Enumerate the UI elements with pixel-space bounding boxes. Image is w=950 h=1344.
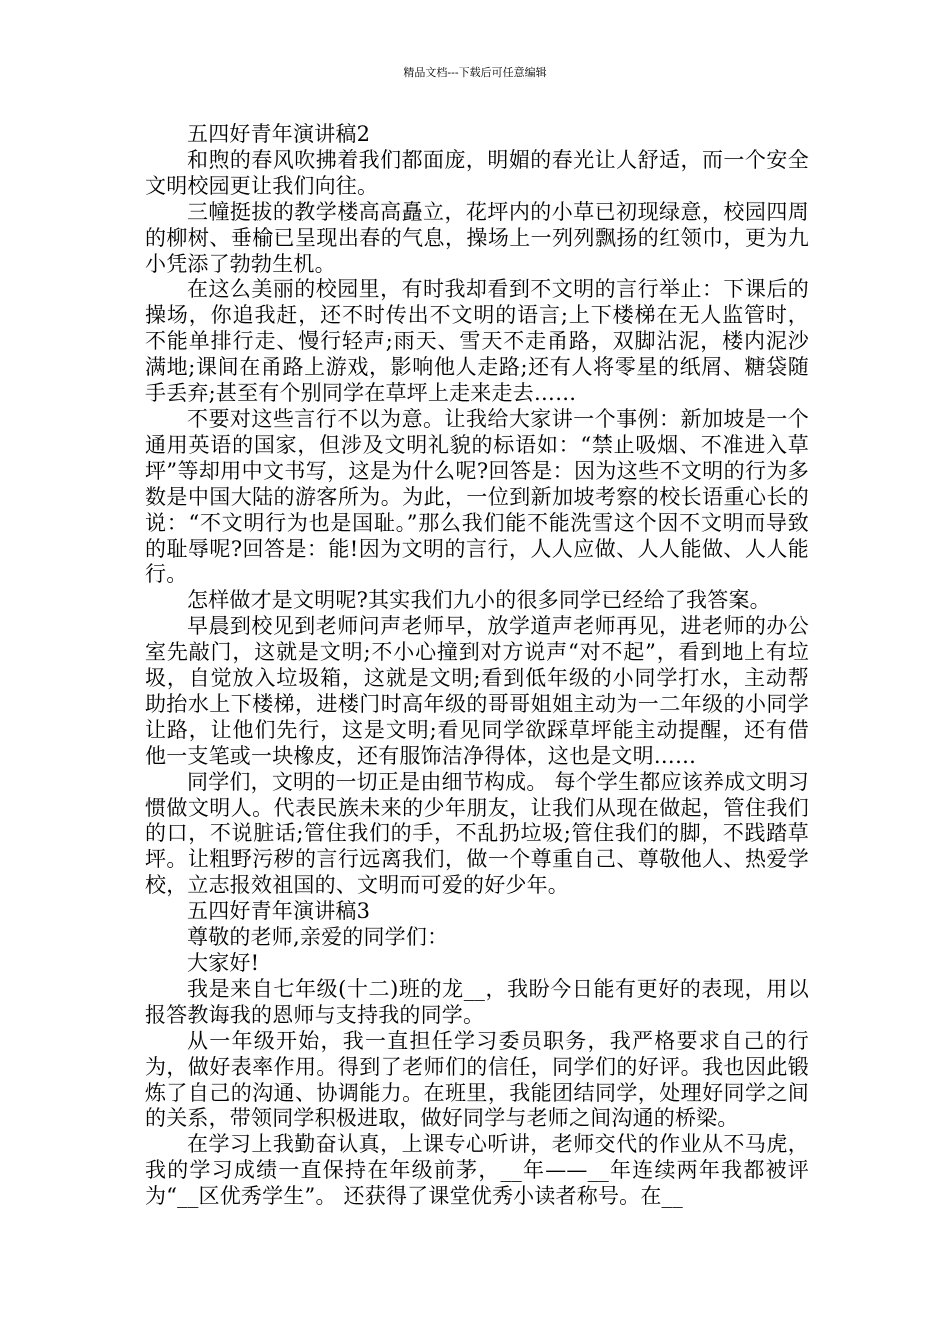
- paragraph: 从一年级开始，我一直担任学习委员职务，我严格要求自己的行为，做好表率作用。得到了老师们的信任，同学们的好评。我也因此锻炼了自己的沟通、协调能力。在班里，我能团结同学，处理好同学之间的关系，带领同学积极进取，做好同学与老师之间沟通的桥梁。: [145, 1028, 809, 1131]
- paragraph: 我是来自七年级(十二)班的龙__，我盼今日能有更好的表现，用以报答教诲我的恩师与支持我的同学。: [145, 976, 809, 1027]
- paragraph: 在这么美丽的校园里，有时我却看到不文明的言行举止：下课后的操场，你追我赶，还不时传出不文明的语言;上下楼梯在无人监管时，不能单排行走、慢行轻声;雨天、雪天不走甬路，双脚沾泥，楼内泥沙满地;课间在甬路上游戏，影响他人走路;还有人将零星的纸屑、糖袋随手丢弃;甚至有个别同学在草坪上走来走去……: [145, 277, 809, 406]
- page-header: 精品文档---下载后可任意编辑: [403, 66, 547, 79]
- paragraph: 三幢挺拔的教学楼高高矗立，花坪内的小草已初现绿意，校园四周的柳树、垂榆已呈现出春的气息，操场上一列列飘扬的红领巾，更为九小凭添了勃勃生机。: [145, 199, 809, 276]
- paragraph: 和煦的春风吹拂着我们都面庞，明媚的春光让人舒适，而一个安全文明校园更让我们向往。: [145, 147, 809, 198]
- paragraph: 怎样做才是文明呢?其实我们九小的很多同学已经给了我答案。: [187, 588, 771, 613]
- salutation: 尊敬的老师,亲爱的同学们：: [187, 925, 449, 950]
- greeting: 大家好!: [187, 951, 260, 975]
- section-title: 五四好青年演讲稿2: [187, 122, 371, 146]
- section-title: 五四好青年演讲稿3: [187, 899, 371, 924]
- paragraph: 不要对这些言行不以为意。让我给大家讲一个事例：新加坡是一个通用英语的国家，但涉及文明礼貌的标语如：“禁止吸烟、不准进入草坪”等却用中文书写，这是为什么呢?回答是：因为这些不文明的行为多数是中国大陆的游客所为。为此，一位到新加坡考察的校长语重心长的说：“不文明行为也是国耻。”那么我们能不能洗雪这个因不文明而导致的耻辱呢?回答是：能!因为文明的言行，人人应做、人人能做、人人能行。: [145, 406, 809, 587]
- document-body: [145, 122, 809, 1210]
- paragraph: 早晨到校见到老师问声老师早，放学道声老师再见，进老师的办公室先敲门，这就是文明;不小心撞到对方说声“对不起”，看到地上有垃圾，自觉放入垃圾箱，这就是文明;看到低年级的小同学打水，主动帮助抬水上下楼梯，进楼门时高年级的哥哥姐姐主动为一二年级的小同学让路，让他们先行，这是文明;看见同学欲踩草坪能主动提醒，还有借他一支笔或一块橡皮，还有服饰洁净得体，这也是文明……: [145, 614, 809, 768]
- paragraph: 在学习上我勤奋认真，上课专心听讲，老师交代的作业从不马虎，我的学习成绩一直保持在年级前茅，__年——__年连续两年我都被评为“__区优秀学生”。 还获得了课堂优秀小读者称号。在__: [145, 1132, 809, 1209]
- paragraph: 同学们，文明的一切正是由细节构成。 每个学生都应该养成文明习惯做文明人。代表民族未来的少年朋友，让我们从现在做起，管住我们的口，不说脏话;管住我们的手，不乱扔垃圾;管住我们的脚，不践踏草坪。让粗野污秽的言行远离我们，做一个尊重自己、尊敬他人、热爱学校，立志报效祖国的、文明而可爱的好少年。: [145, 769, 809, 898]
